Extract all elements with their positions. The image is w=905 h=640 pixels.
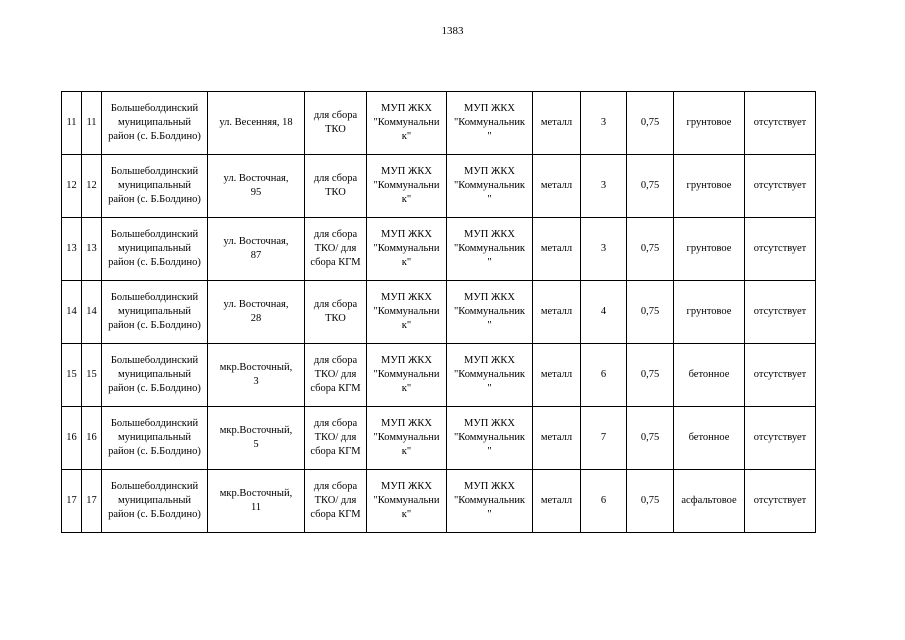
purpose-cell: [305, 407, 367, 470]
cell-text: 3: [600, 117, 607, 128]
row-index: [62, 407, 82, 470]
material-cell: [533, 281, 581, 344]
cell-text: отсутствует: [753, 243, 807, 254]
address-cell: [208, 218, 305, 281]
owner-cell: [367, 155, 447, 218]
district-cell: [102, 218, 208, 281]
surface-cell: [674, 407, 745, 470]
cell-text: металл: [540, 180, 573, 191]
operator-cell: [447, 470, 533, 533]
row-index: [62, 344, 82, 407]
cell-text: мкр.Восточный, 3: [219, 362, 293, 387]
cell-text: 16: [66, 432, 77, 443]
table-row: [62, 218, 816, 281]
cell-text: МУП ЖКХ "Коммунальник ": [453, 355, 526, 394]
container-volume-cell: [627, 218, 674, 281]
operator-cell: [447, 281, 533, 344]
container-volume-cell: [627, 407, 674, 470]
site-number: [82, 407, 102, 470]
operator-cell: [447, 155, 533, 218]
row-index: [62, 218, 82, 281]
cell-text: 7: [600, 432, 607, 443]
cell-text: МУП ЖКХ "Коммунальни к": [373, 292, 440, 331]
address-cell: [208, 470, 305, 533]
fence-cell: [745, 92, 816, 155]
cell-text: 3: [600, 243, 607, 254]
cell-text: 17: [66, 495, 77, 506]
cell-text: Большеболдинский муниципальный район (с. Б.Болдино): [108, 481, 201, 520]
fence-cell: [745, 470, 816, 533]
cell-text: бетонное: [688, 369, 730, 380]
site-number: [82, 281, 102, 344]
table-row: [62, 92, 816, 155]
cell-text: металл: [540, 306, 573, 317]
cell-text: Большеболдинский муниципальный район (с. Б.Болдино): [108, 292, 201, 331]
container-volume-cell: [627, 155, 674, 218]
cell-text: для сбора ТКО: [313, 110, 358, 135]
cell-text: для сбора ТКО/ для сбора КГМ: [310, 229, 361, 268]
table-row: [62, 155, 816, 218]
cell-text: МУП ЖКХ "Коммунальник ": [453, 229, 526, 268]
operator-cell: [447, 92, 533, 155]
material-cell: [533, 407, 581, 470]
surface-cell: [674, 92, 745, 155]
cell-text: 0,75: [640, 180, 660, 191]
purpose-cell: [305, 470, 367, 533]
cell-text: 16: [86, 432, 97, 443]
surface-cell: [674, 218, 745, 281]
container-count-cell: [581, 155, 627, 218]
cell-text: 13: [86, 243, 97, 254]
cell-text: МУП ЖКХ "Коммунальник ": [453, 292, 526, 331]
address-cell: [208, 155, 305, 218]
cell-text: Большеболдинский муниципальный район (с. Б.Болдино): [108, 166, 201, 205]
cell-text: ул. Восточная, 28: [223, 299, 289, 324]
purpose-cell: [305, 92, 367, 155]
cell-text: грунтовое: [686, 117, 732, 128]
cell-text: МУП ЖКХ "Коммунальни к": [373, 166, 440, 205]
cell-text: металл: [540, 369, 573, 380]
cell-text: 15: [66, 369, 77, 380]
cell-text: МУП ЖКХ "Коммунальник ": [453, 103, 526, 142]
cell-text: МУП ЖКХ "Коммунальни к": [373, 229, 440, 268]
cell-text: 12: [66, 180, 77, 191]
container-count-cell: [581, 407, 627, 470]
owner-cell: [367, 218, 447, 281]
cell-text: 17: [86, 495, 97, 506]
address-cell: [208, 92, 305, 155]
purpose-cell: [305, 155, 367, 218]
table-row: [62, 470, 816, 533]
cell-text: ул. Восточная, 95: [223, 173, 289, 198]
surface-cell: [674, 281, 745, 344]
cell-text: МУП ЖКХ "Коммунальни к": [373, 103, 440, 142]
purpose-cell: [305, 281, 367, 344]
cell-text: металл: [540, 495, 573, 506]
purpose-cell: [305, 344, 367, 407]
container-count-cell: [581, 470, 627, 533]
cell-text: грунтовое: [686, 306, 732, 317]
cell-text: 4: [600, 306, 607, 317]
district-cell: [102, 407, 208, 470]
cell-text: МУП ЖКХ "Коммунальник ": [453, 481, 526, 520]
district-cell: [102, 470, 208, 533]
cell-text: бетонное: [688, 432, 730, 443]
material-cell: [533, 92, 581, 155]
district-cell: [102, 281, 208, 344]
fence-cell: [745, 407, 816, 470]
cell-text: МУП ЖКХ "Коммунальни к": [373, 355, 440, 394]
container-count-cell: [581, 281, 627, 344]
material-cell: [533, 344, 581, 407]
cell-text: мкр.Восточный, 11: [219, 488, 293, 513]
cell-text: 12: [86, 180, 97, 191]
cell-text: отсутствует: [753, 306, 807, 317]
cell-text: отсутствует: [753, 369, 807, 380]
cell-text: Большеболдинский муниципальный район (с. Б.Болдино): [108, 355, 201, 394]
material-cell: [533, 155, 581, 218]
district-cell: [102, 155, 208, 218]
row-index: [62, 470, 82, 533]
container-count-cell: [581, 218, 627, 281]
cell-text: ул. Восточная, 87: [223, 236, 289, 261]
cell-text: МУП ЖКХ "Коммунальник ": [453, 166, 526, 205]
address-cell: [208, 407, 305, 470]
page-number: 1383: [441, 25, 464, 37]
cell-text: 0,75: [640, 306, 660, 317]
cell-text: грунтовое: [686, 243, 732, 254]
address-cell: [208, 281, 305, 344]
surface-cell: [674, 155, 745, 218]
cell-text: Большеболдинский муниципальный район (с. Б.Болдино): [108, 229, 201, 268]
table-body: [62, 92, 816, 533]
fence-cell: [745, 344, 816, 407]
surface-cell: [674, 344, 745, 407]
cell-text: 14: [86, 306, 97, 317]
row-index: [62, 92, 82, 155]
cell-text: отсутствует: [753, 432, 807, 443]
cell-text: отсутствует: [753, 495, 807, 506]
purpose-cell: [305, 218, 367, 281]
cell-text: отсутствует: [753, 117, 807, 128]
owner-cell: [367, 92, 447, 155]
cell-text: 0,75: [640, 243, 660, 254]
fence-cell: [745, 218, 816, 281]
material-cell: [533, 470, 581, 533]
cell-text: 0,75: [640, 432, 660, 443]
cell-text: МУП ЖКХ "Коммунальни к": [373, 418, 440, 457]
site-number: [82, 92, 102, 155]
cell-text: грунтовое: [686, 180, 732, 191]
cell-text: 6: [600, 369, 607, 380]
cell-text: Большеболдинский муниципальный район (с. Б.Болдино): [108, 418, 201, 457]
cell-text: 0,75: [640, 369, 660, 380]
container-volume-cell: [627, 92, 674, 155]
district-cell: [102, 344, 208, 407]
cell-text: мкр.Восточный, 5: [219, 425, 293, 450]
cell-text: для сбора ТКО: [313, 299, 358, 324]
row-index: [62, 155, 82, 218]
address-cell: [208, 344, 305, 407]
cell-text: Большеболдинский муниципальный район (с. Б.Болдино): [108, 103, 201, 142]
table-row: [62, 281, 816, 344]
container-volume-cell: [627, 281, 674, 344]
table-row: [62, 407, 816, 470]
operator-cell: [447, 344, 533, 407]
cell-text: металл: [540, 432, 573, 443]
cell-text: для сбора ТКО/ для сбора КГМ: [310, 481, 361, 520]
surface-cell: [674, 470, 745, 533]
site-number: [82, 155, 102, 218]
cell-text: для сбора ТКО/ для сбора КГМ: [310, 355, 361, 394]
operator-cell: [447, 218, 533, 281]
table-row: [62, 344, 816, 407]
cell-text: 0,75: [640, 117, 660, 128]
site-number: [82, 470, 102, 533]
cell-text: асфальтовое: [681, 495, 737, 506]
cell-text: для сбора ТКО: [313, 173, 358, 198]
site-number: [82, 344, 102, 407]
cell-text: 6: [600, 495, 607, 506]
cell-text: для сбора ТКО/ для сбора КГМ: [310, 418, 361, 457]
site-number: [82, 218, 102, 281]
fence-cell: [745, 155, 816, 218]
container-count-cell: [581, 92, 627, 155]
cell-text: 11: [66, 117, 77, 128]
district-cell: [102, 92, 208, 155]
cell-text: металл: [540, 117, 573, 128]
container-volume-cell: [627, 344, 674, 407]
cell-text: 15: [86, 369, 97, 380]
cell-text: 14: [66, 306, 77, 317]
cell-text: 13: [66, 243, 77, 254]
cell-text: МУП ЖКХ "Коммунальни к": [373, 481, 440, 520]
cell-text: МУП ЖКХ "Коммунальник ": [453, 418, 526, 457]
data-table: [61, 91, 816, 533]
container-count-cell: [581, 344, 627, 407]
owner-cell: [367, 407, 447, 470]
cell-text: 0,75: [640, 495, 660, 506]
cell-text: 3: [600, 180, 607, 191]
material-cell: [533, 218, 581, 281]
owner-cell: [367, 344, 447, 407]
container-volume-cell: [627, 470, 674, 533]
cell-text: металл: [540, 243, 573, 254]
cell-text: 11: [86, 117, 97, 128]
cell-text: ул. Весенняя, 18: [219, 117, 293, 128]
row-index: [62, 281, 82, 344]
owner-cell: [367, 470, 447, 533]
operator-cell: [447, 407, 533, 470]
owner-cell: [367, 281, 447, 344]
fence-cell: [745, 281, 816, 344]
cell-text: отсутствует: [753, 180, 807, 191]
